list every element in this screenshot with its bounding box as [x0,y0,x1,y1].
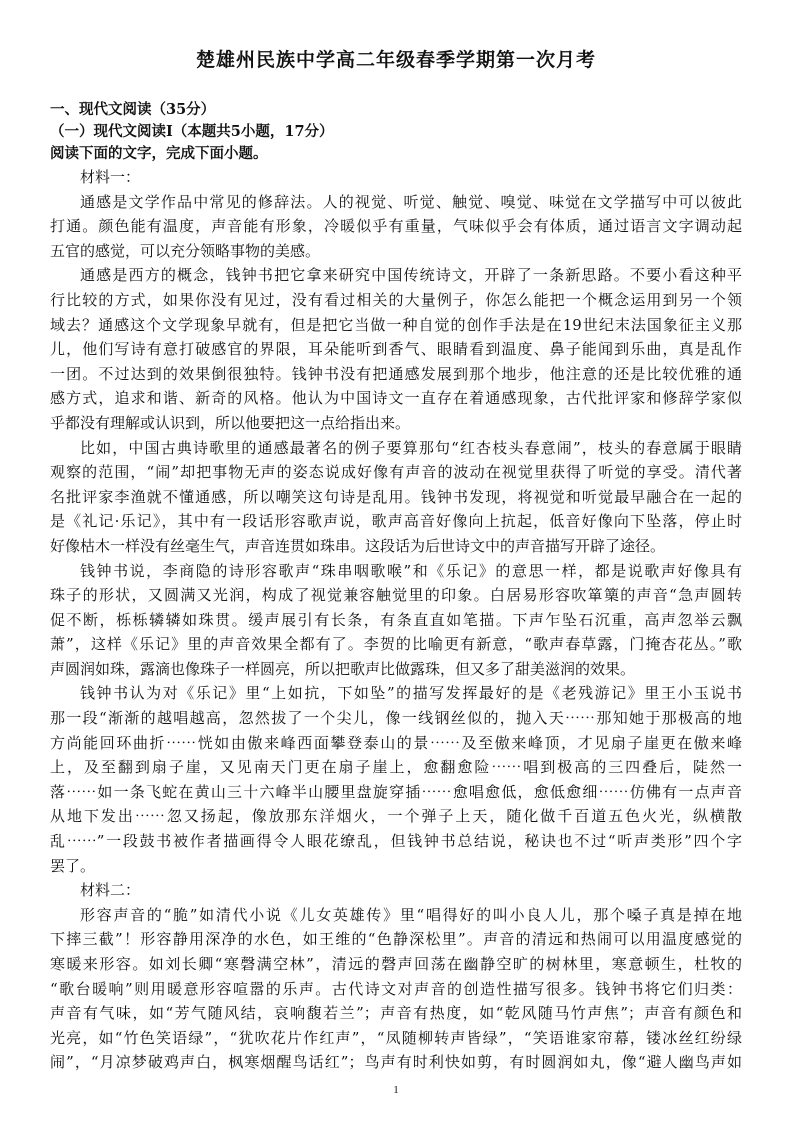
text-line: 萧”，这样《乐记》里的声音效果全都有了。李贺的比喻更有新意，“歌声春草露，门掩杏花丛。”歌 [50,635,742,654]
text-line: 是《礼记·乐记》，其中有一段话形容歌声说，歌声高音好像向上抗起，低音好像向下坠落，停止时 [50,512,742,531]
reading-passage [50,165,742,1075]
text-line: 儿，他们写诗有意打破感官的界限，耳朵能听到香气、眼睛看到温度、鼻子能闻到乐曲，真是乱作 [50,340,742,359]
text-line: 钱钟书说，李商隐的诗形容歌声“珠串咽歌喉”和《乐记》的意思一样，都是说歌声好像具有 [80,561,742,580]
page-number: 1 [393,1084,399,1096]
material-label: 材料二： [80,881,141,900]
text-line: 声圆润如珠，露滴也像珠子一样圆亮，所以把歌声比做露珠，但又多了甜美滋润的效果。 [50,659,636,678]
text-line: 名批评家李渔就不懂通感，所以嘲笑这句诗是乱用。钱钟书发现，将视觉和听觉最早融合在一起的 [50,487,742,506]
text-line: 观察的范围，“闹”却把事物无声的姿态说成好像有声音的波动在视觉里获得了听觉的享受。清代著 [50,463,742,482]
section-heading: 一、现代文阅读（35分） [50,101,216,118]
text-line: 一团。不过达到的效果倒很独特。钱钟书没有把通感发展到那个地步，他注意的还是比较优雅的通 [50,364,742,383]
text-line: 形容声音的“脆”如清代小说《儿女英雄传》里“唱得好的叫小良人儿，那个嗓子真是掉在地 [80,905,742,924]
text-line: 寒暖来形容。如刘长卿“寒磬满空林”，清远的磬声回荡在幽静空旷的树林里，寒意顿生，杜牧的 [50,955,742,973]
text-line: 声音有气味，如“芳气随风结，哀响馥若兰”；声音有热度，如“乾风随马竹声焦”；声音有颜色和 [50,1004,742,1023]
instruction-text: 阅读下面的文字，完成下面小题。 [50,145,268,162]
text-line: 通感是文学作品中常见的修辞法。人的视觉、听觉、触觉、嗅觉、味觉在文学描写中可以彼此 [80,192,742,211]
text-line: 钱钟书认为对《乐记》里“上如抗，下如坠”的描写发挥最好的是《老残游记》里王小玉说书 [80,684,742,703]
subsection-heading: （一）现代文阅读Ⅰ（本题共5小题，17分） [50,123,334,140]
text-line: 域去？通感这个文学现象早就有，但是把它当做一种自觉的创作手法是在19世纪末法国象征主义那 [50,315,742,334]
text-line: 从地下发出⋯⋯忽又扬起，像放那东洋烟火，一个弹子上天，随化做千百道五色火光，纵横散 [50,807,742,826]
text-line: 行比较的方式，如果你没有见过，没有看过相关的大量例子，你怎么能把一个概念运用到另一个领 [50,290,742,309]
text-line: 下摔三截”！形容静用深净的水色，如王维的“色静深松里”。声音的清远和热闹可以用温度感觉的 [50,930,742,949]
page-title: 楚雄州民族中学高二年级春季学期第一次月考 [195,49,596,71]
text-line: 落⋯⋯如一条飞蛇在黄山三十六峰半山腰里盘旋穿插⋯⋯愈唱愈低，愈低愈细⋯⋯仿佛有一点声音 [50,782,742,801]
text-line: 五官的感觉，可以充分领略事物的美感。 [50,241,321,260]
text-line: 光亮，如“竹色笑语绿”，“犹吹花片作红声”，“凤随柳转声皆绿”，“笑语谁家帘幕，镂冰丝红纷绿 [50,1028,742,1047]
text-line: 上，及至翻到扇子崖，又见南天门更在扇子崖上，愈翻愈险⋯⋯唱到极高的三四叠后，陡然一 [50,758,742,777]
text-line: 感方式，追求和谐、新奇的风格。他认为中国诗文一直存在着通感现象，古代批评家和修辞学家似 [50,389,742,408]
text-line: 乱⋯⋯”一段鼓书被作者描画得令人眼花缭乱，但钱钟书总结说，秘诀也不过“听声类形”四个字 [50,832,742,851]
text-line: 珠子的形状，又圆满又光润，构成了视觉兼容触觉里的印象。白居易形容吹箪篥的声音“急声圆转 [50,586,742,605]
text-line: 方尚能回环曲折⋯⋯恍如由傲来峰西面攀登泰山的景⋯⋯及至傲来峰顶，才见扇子崖更在傲来峰 [50,733,742,752]
text-line: 打通。颜色能有温度，声音能有形象，冷暖似乎有重量，气味似乎会有体质，通过语言文字调动起 [50,217,742,236]
text-line: 那一段“渐渐的越唱越高，忽然拔了一个尖儿，像一线钢丝似的，抛入天⋯⋯那知她于那极高的地 [50,709,742,728]
text-line: 乎都没有理解或认识到，所以他要把这一点给指出来。 [50,413,411,432]
text-line: 促不断，栎栎辚辚如珠贯。缓声展引有长条，有条直直如笔描。下声乍坠石沉重，高声忽举云飘 [50,610,742,629]
text-line: 罢了。 [50,856,96,875]
text-line: “歌台暖响”则用暖意形容喧嚣的乐声。古代诗文对声音的创造性描写很多。钱钟书将它们归类： [50,979,742,998]
text-line: 闹”，“月凉梦破鸡声白，枫寒烟醒鸟话红”；鸟声有时利快如剪，有时圆润如丸，像“避人幽鸟声如 [50,1053,742,1072]
text-line: 比如，中国古典诗歌里的通感最著名的例子要算那句“红杏枝头春意闹”，枝头的春意属于眼睛 [80,438,742,457]
text-line: 通感是西方的概念，钱钟书把它拿来研究中国传统诗文，开辟了一条新思路。不要小看这种平 [80,266,742,285]
text-line: 好像枯木一样没有丝毫生气，声音连贯如珠串。这段话为后世诗文中的声音描写开辟了途径。 [50,536,666,555]
material-label: 材料一： [80,168,141,186]
